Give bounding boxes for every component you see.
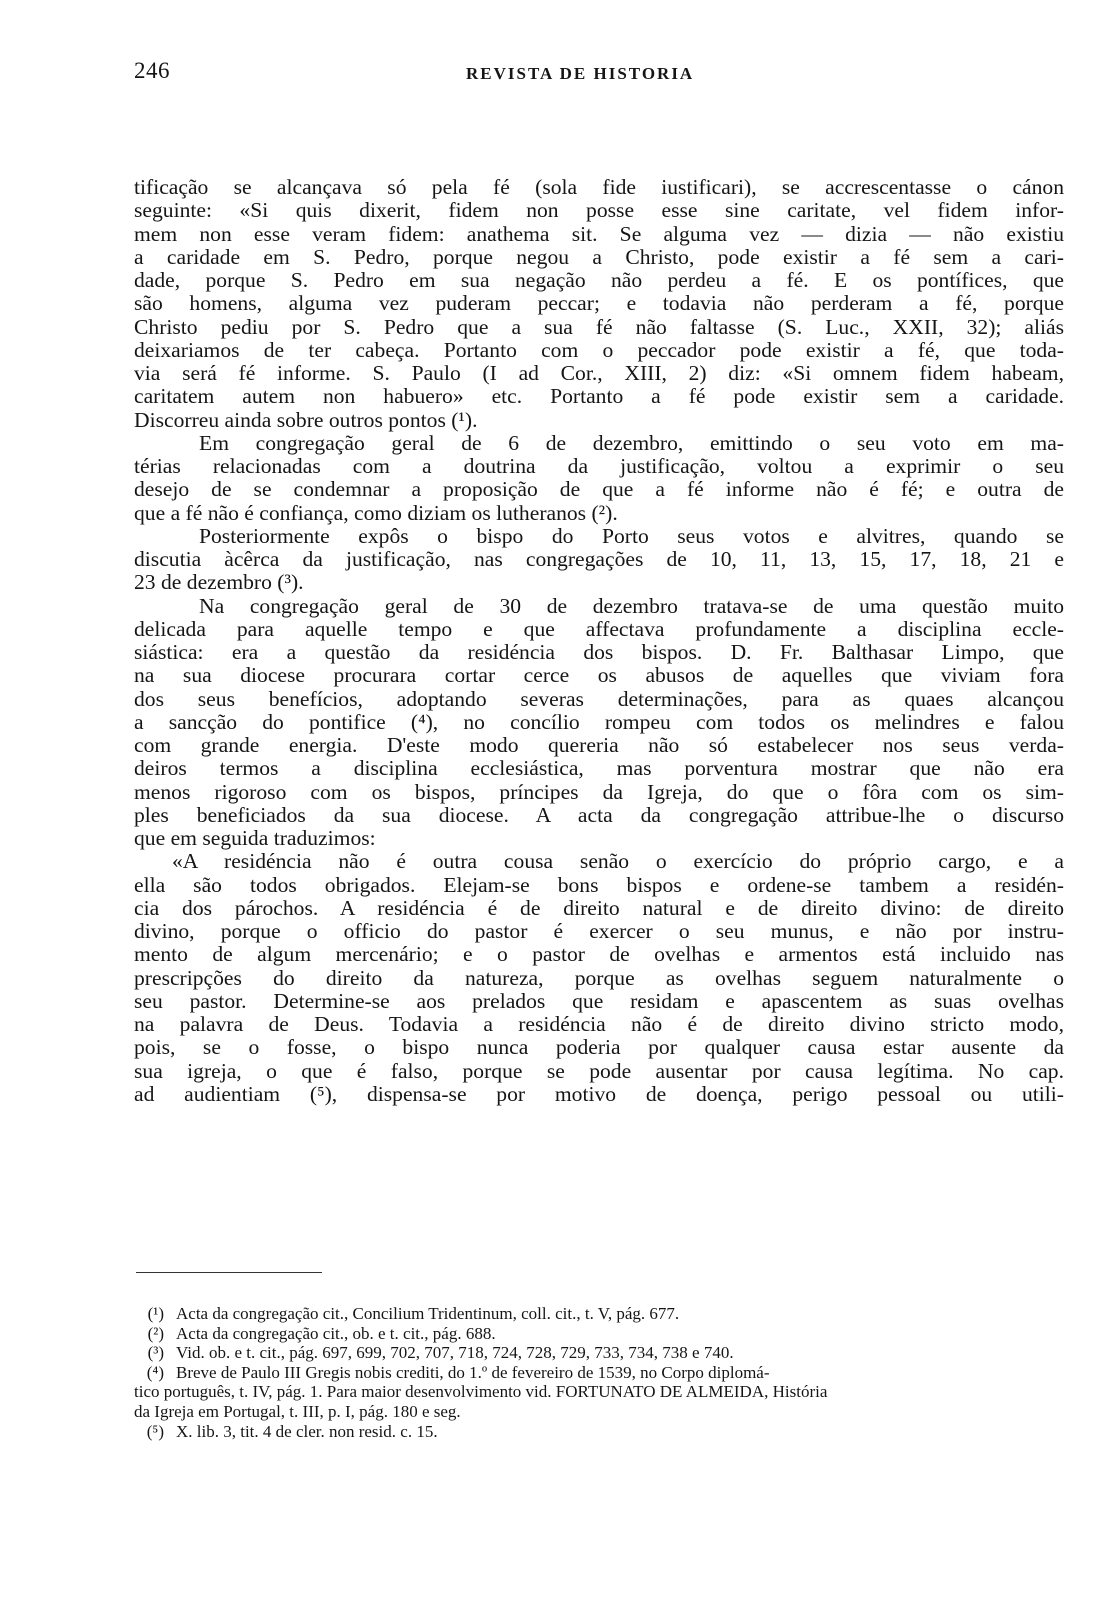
- body-line: ella são todos obrigados. Elejam-se bons bispos e ordene-se tambem a residén-: [134, 872, 1064, 897]
- body-line: pois, se o fosse, o bispo nunca poderia por qualquer causa estar ausente da: [134, 1035, 1064, 1060]
- footnote-mark: (²): [147, 1323, 164, 1343]
- footnote-text: X. lib. 3, tit. 4 de cler. non resid. c. 15.: [176, 1421, 438, 1441]
- footnote-text: Breve de Paulo III Gregis nobis crediti, do 1.º de fevereiro de 1539, no Corpo diplomá-: [176, 1362, 770, 1382]
- body-line: deixariamos de ter cabeça. Portanto com o peccador pode existir a fé, que toda-: [134, 337, 1064, 362]
- body-line: menos rigoroso com os bispos, príncipes da Igreja, do que o fôra com os sim-: [134, 779, 1064, 804]
- body-line: que em seguida traduzimos:: [134, 826, 376, 850]
- body-line: a sancção do pontifice (⁴), no concílio rompeu com todos os melindres e falou: [134, 709, 1064, 734]
- body-line: Christo pediu por S. Pedro que a sua fé não faltasse (S. Luc., XXII, 32); aliás: [134, 314, 1064, 339]
- body-line: tificação se alcançava só pela fé (sola fide iustificari), se accrescentasse o cánon: [134, 175, 1064, 199]
- body-line: sua igreja, o que é falso, porque se pode ausentar por causa legítima. No cap.: [134, 1058, 1064, 1083]
- body-line: mem non esse veram fidem: anathema sit. Se alguma vez — dizia — não existiu: [134, 221, 1064, 246]
- footnote-mark: (⁴): [146, 1362, 164, 1382]
- body-line: via será fé informe. S. Paulo (I ad Cor., XIII, 2) diz: «Si omnem fidem habeam,: [134, 361, 1064, 385]
- body-line: mento de algum mercenário; e o pastor de ovelhas e armentos está incluido nas: [134, 942, 1064, 967]
- body-line: que a fé não é confiança, como diziam os lutheranos (²).: [134, 500, 618, 525]
- footnote: [134, 1363, 1064, 1383]
- body-line: dos seus benefícios, adoptando severas determinações, para as quaes alcançou: [134, 686, 1064, 711]
- body-line: seguinte: «Si quis dixerit, fidem non posse esse sine caritate, vel fidem infor-: [134, 198, 1064, 223]
- body-line: Discorreu ainda sobre outros pontos (¹).: [134, 407, 478, 432]
- body-line: dade, porque S. Pedro em sua negação não perdeu a fé. E os pontífices, que: [134, 268, 1064, 292]
- body-line: siástica: era a questão da residéncia dos bispos. D. Fr. Balthasar Limpo, que: [134, 640, 1064, 664]
- body-line: divino, porque o officio do pastor é exercer o seu munus, e não por instru-: [134, 919, 1064, 943]
- footnote-continuation: [134, 1382, 1064, 1402]
- footnotes: [134, 1304, 1064, 1441]
- body-line: «A residéncia não é outra cousa senão o exercício do próprio cargo, e a: [172, 849, 1064, 874]
- footnote-mark: (¹): [147, 1304, 164, 1323]
- footnote-divider: [136, 1272, 322, 1273]
- body-line: prescripções do direito da natureza, porque as ovelhas seguem naturalmente o: [134, 965, 1064, 990]
- body-line: desejo de se condemnar a proposição de que a fé informe não é fé; e outra de: [134, 477, 1064, 502]
- body-line: são homens, alguma vez puderam peccar; e todavia não perderam a fé, porque: [134, 291, 1064, 316]
- footnote: [134, 1324, 1064, 1344]
- footnote-text: da Igreja em Portugal, t. III, p. I, pág. 180 e seg.: [134, 1401, 461, 1421]
- body-line: caritatem autem non habuero» etc. Portanto a fé pode existir sem a caridade.: [134, 384, 1064, 409]
- footnote-mark: (⁵): [146, 1421, 164, 1441]
- body-line: com grande energia. D'este modo quereria não só estabelecer nos seus verda-: [134, 733, 1064, 757]
- footnote-mark: (³): [147, 1343, 164, 1363]
- footnote: [134, 1343, 1064, 1363]
- body-line: Posteriormente expôs o bispo do Porto seus votos e alvitres, quando se: [199, 523, 1064, 548]
- body-line: a caridade em S. Pedro, porque negou a Christo, pode existir a fé sem a cari-: [134, 244, 1064, 269]
- footnote-text: Acta da congregação cit., Concilium Tridentinum, coll. cit., t. V, pág. 677.: [176, 1304, 680, 1323]
- page-number: 246: [134, 58, 170, 83]
- body-line: na palavra de Deus. Todavia a residéncia não é de direito divino stricto modo,: [134, 1012, 1064, 1036]
- body-line: Na congregação geral de 30 de dezembro tratava-se de uma questão muito: [199, 593, 1064, 618]
- body-line: discutia àcêrca da justificação, nas congregações de 10, 11, 13, 15, 17, 18, 21 e: [134, 547, 1064, 571]
- body-line: delicada para aquelle tempo e que affectava profundamente a disciplina eccle-: [134, 616, 1064, 641]
- body-text: [134, 176, 1064, 1106]
- body-line: seu pastor. Determine-se aos prelados que residam e apascentem as suas ovelhas: [134, 988, 1064, 1013]
- body-line: cia dos párochos. A residéncia é de direito natural e de direito divino: de direito: [134, 895, 1064, 920]
- body-line: 23 de dezembro (³).: [134, 570, 304, 595]
- body-line: ad audientiam (⁵), dispensa-se por motivo de doença, perigo pessoal ou utili-: [134, 1081, 1064, 1106]
- footnote-text: Vid. ob. e t. cit., pág. 697, 699, 702, 707, 718, 724, 728, 729, 733, 734, 738 e 740.: [176, 1343, 734, 1363]
- body-line: ples beneficiados da sua diocese. A acta da congregação attribue-lhe o discurso: [134, 802, 1064, 827]
- footnote-text: tico português, t. IV, pág. 1. Para maior desenvolvimento vid. FORTUNATO DE ALMEIDA, História: [134, 1382, 828, 1402]
- footnote-continuation: [134, 1402, 1064, 1422]
- footnote: [134, 1422, 1064, 1442]
- body-line: térias relacionadas com a doutrina da justificação, voltou a exprimir o seu: [134, 454, 1064, 478]
- body-line: na sua diocese procurara cortar cerce os abusos de aquelles que viviam fora: [134, 663, 1064, 688]
- body-line: Em congregação geral de 6 de dezembro, emittindo o seu voto em ma-: [199, 430, 1064, 455]
- footnote-text: Acta da congregação cit., ob. e t. cit., pág. 688.: [176, 1323, 496, 1343]
- running-title: REVISTA DE HISTORIA: [466, 64, 695, 83]
- footnote: [134, 1304, 1064, 1324]
- body-line: deiros termos a disciplina ecclesiástica, mas porventura mostrar que não era: [134, 756, 1064, 781]
